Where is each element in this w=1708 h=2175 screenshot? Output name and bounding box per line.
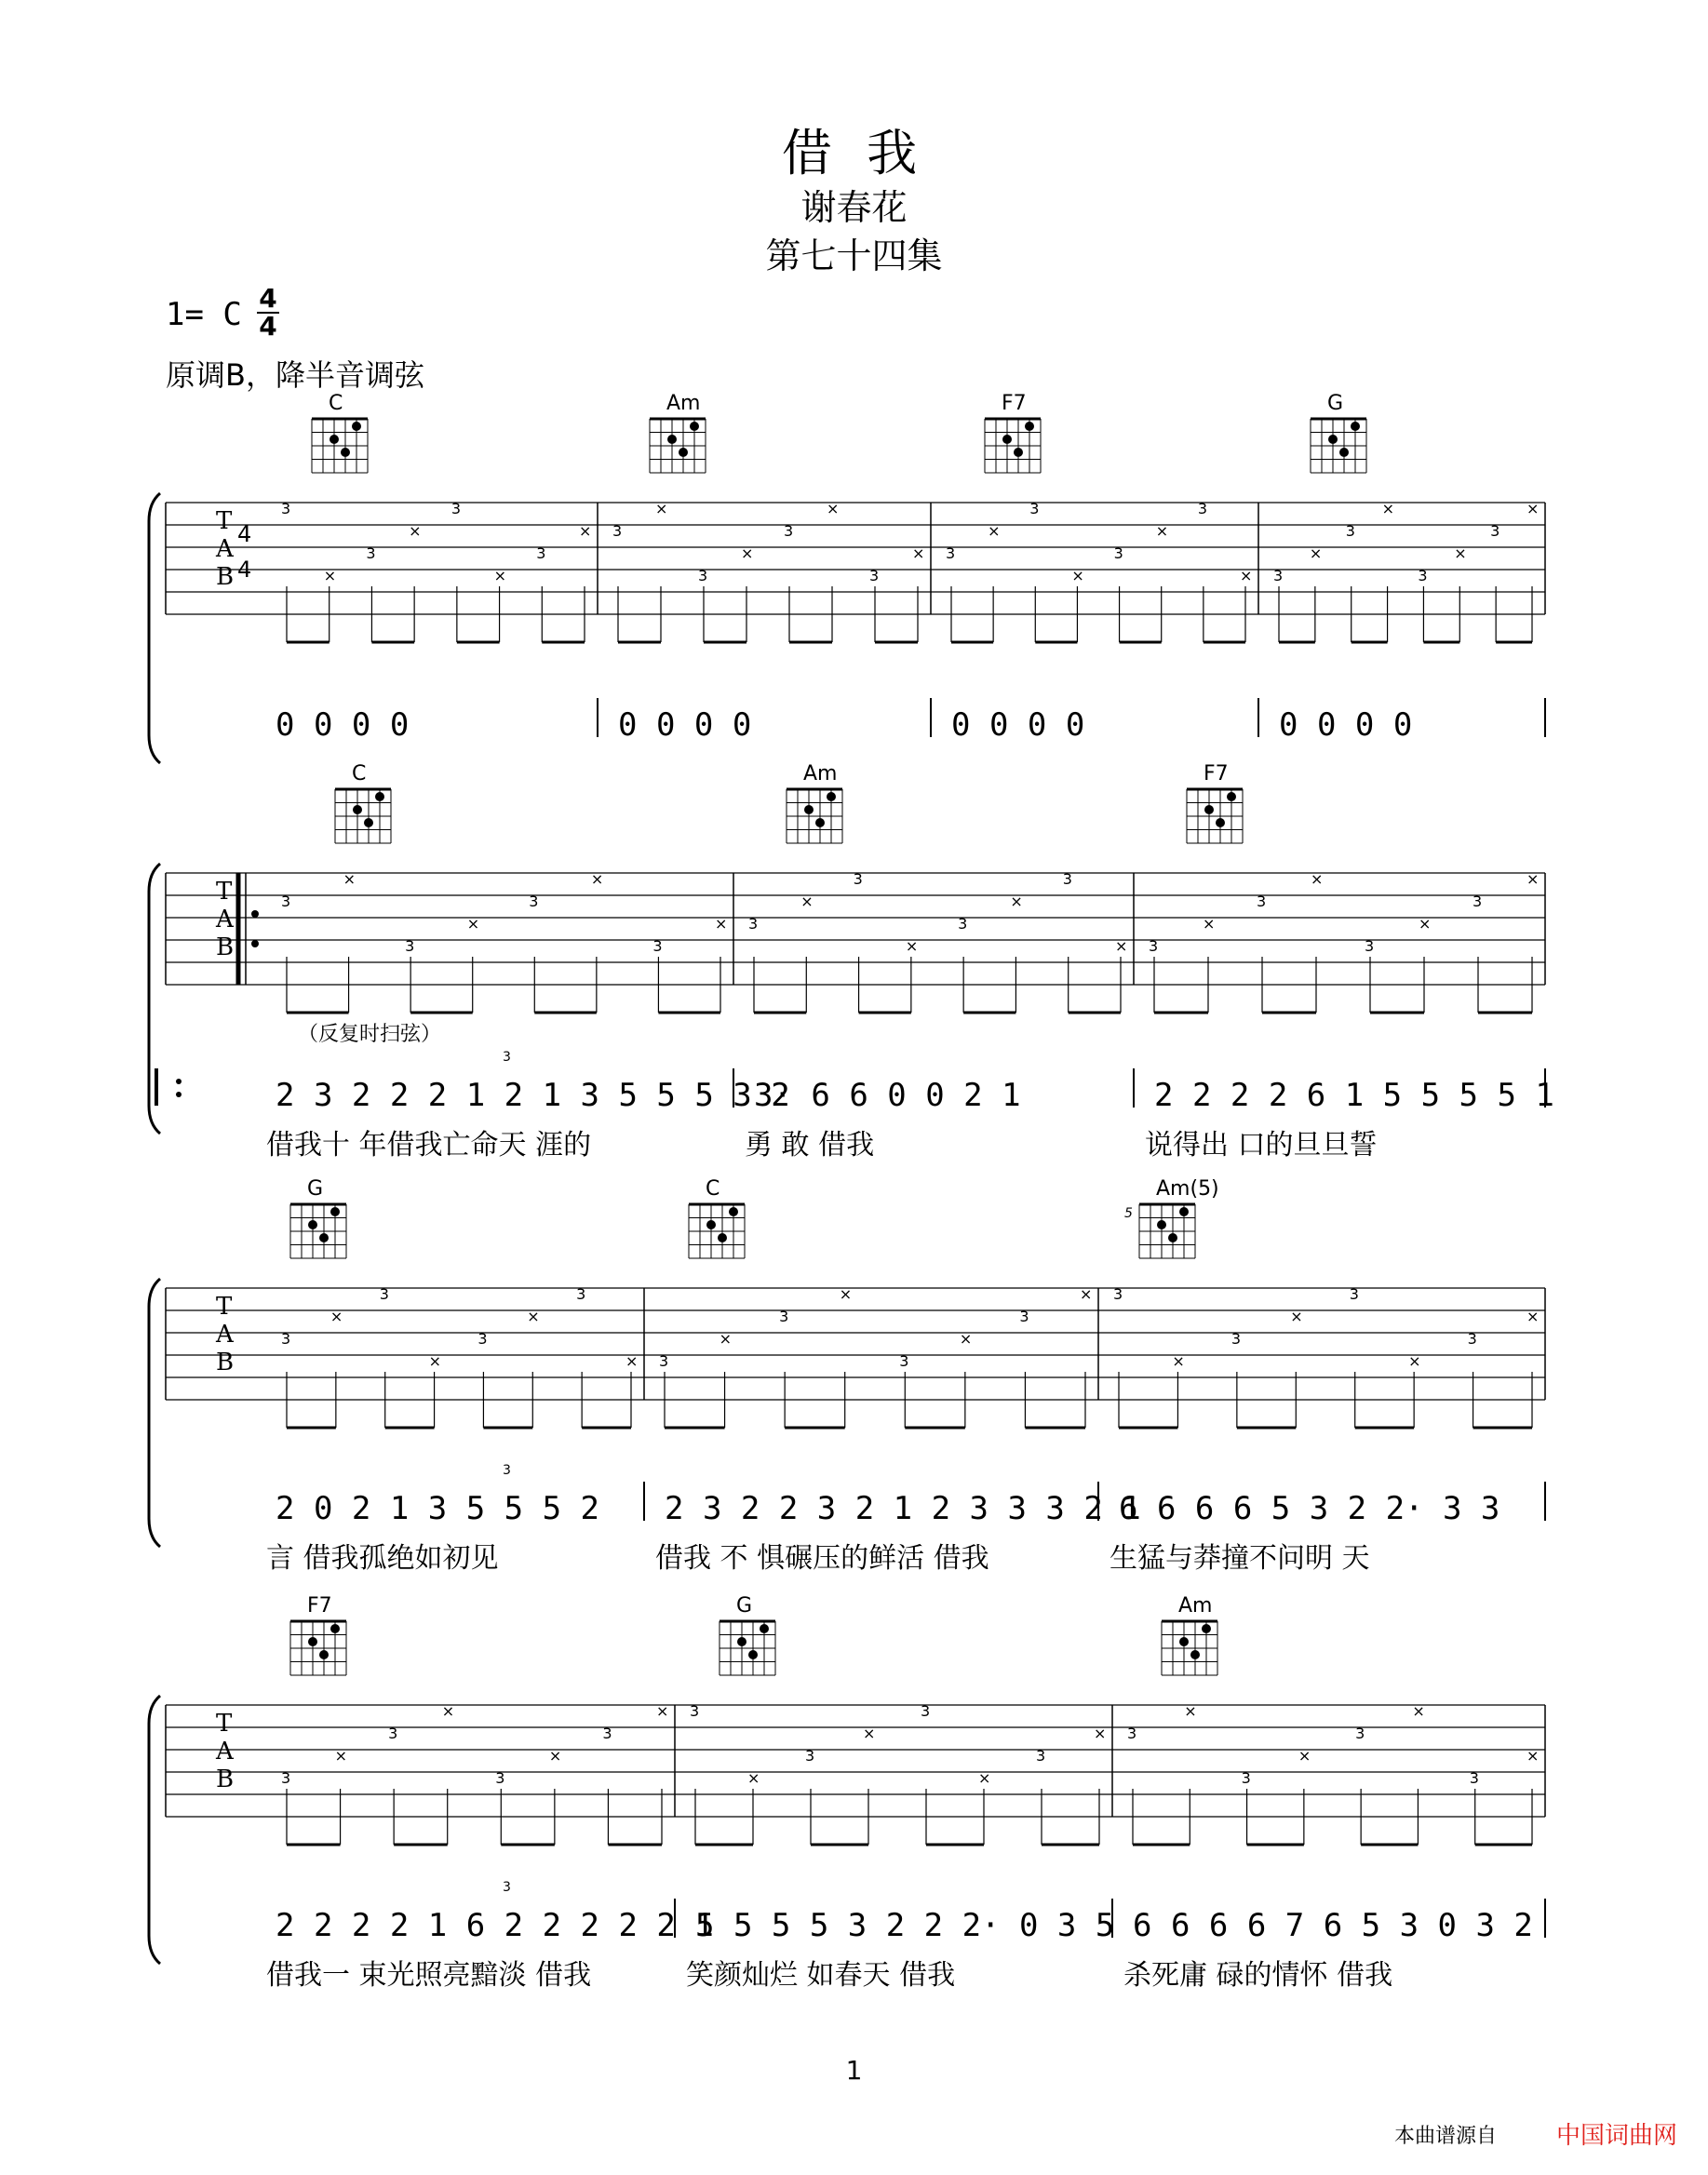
chord-name: C [329, 392, 343, 415]
lyric-line: 杀死庸 碌的情怀 借我 [1123, 1959, 1393, 1992]
tab-clef-letter: B [216, 933, 235, 961]
tab-fret-number: 3 [529, 893, 539, 910]
repeat-start-dot [176, 1092, 182, 1097]
tab-fret-number: 3 [612, 522, 623, 540]
tab-fret-number: × [655, 500, 668, 517]
tab-fret-number: 3 [1473, 893, 1483, 910]
tab-fret-number: × [329, 1308, 343, 1325]
tab-fret-number: × [741, 544, 754, 562]
tab-fret-number: × [527, 1308, 540, 1325]
tab-fret-number: × [656, 1702, 669, 1720]
chord-finger-dot [1179, 1637, 1189, 1646]
tab-fret-number: 3 [1469, 1769, 1479, 1787]
tab-clef-letter: T [216, 1293, 233, 1321]
tab-fret-number: × [1408, 1352, 1421, 1370]
chord-finger-dot [748, 1650, 758, 1659]
chord-name: Am [803, 762, 838, 785]
tab-fret-number: 3 [1019, 1308, 1029, 1325]
tab-fret-number: × [1184, 1702, 1197, 1720]
chord-finger-dot [815, 818, 825, 827]
tab-fret-number: × [1454, 544, 1467, 562]
tab-fret-number: 3 [1490, 522, 1500, 540]
tab-fret-number: × [988, 522, 1001, 540]
tab-fret-number: × [1311, 870, 1324, 888]
lyric-line: 说得出 口的旦旦誓 [1145, 1129, 1378, 1161]
tab-fret-number: × [441, 1702, 455, 1720]
jianpu-notation: 2 0 2 1 3 5 5 5 2 [276, 1490, 599, 1527]
chord-finger-dot [1216, 818, 1225, 827]
tab-fret-number: 3 [1127, 1725, 1137, 1742]
tab-fret-number: × [548, 1747, 562, 1765]
footer-site-logo: 中国词曲网 [1556, 2122, 1678, 2150]
chord-name: F7 [307, 1594, 332, 1618]
tab-fret-number: × [1240, 567, 1253, 584]
chord-name: Am(5) [1156, 1177, 1219, 1201]
tab-fret-number: 3 [853, 870, 863, 888]
tab-fret-number: × [715, 915, 728, 933]
chord-finger-dot [1002, 435, 1012, 444]
tab-fret-number: 3 [1036, 1747, 1046, 1765]
jianpu-notation: 5 5 5 5 3 2 2 2· 0 3 5 [695, 1907, 1115, 1944]
triplet-mark: 3 [503, 1880, 511, 1895]
tab-fret-number: 3 [1113, 1285, 1123, 1303]
episode-label: 第七十四集 [765, 235, 943, 276]
repeat-dot [251, 910, 259, 918]
page-number: 1 [845, 2055, 863, 2086]
triplet-mark: 3 [503, 1050, 511, 1065]
tab-fret-number: 3 [405, 937, 415, 955]
chord-finger-dot [330, 1624, 340, 1633]
chord-name: C [706, 1177, 720, 1201]
tab-fret-number: 3 [1197, 500, 1208, 517]
system-bracket [149, 493, 160, 763]
tab-clef-letter: A [216, 906, 234, 933]
lyric-line: 借我十 年借我亡命天 涯的 [266, 1129, 592, 1161]
tuning-note: 原调B，降半音调弦 [166, 357, 424, 393]
chord-name: F7 [1002, 392, 1027, 415]
tab-fret-number: × [1071, 567, 1084, 584]
tab-fret-number: × [1381, 500, 1394, 517]
tab-fret-number: 3 [281, 1769, 291, 1787]
tab-fret-number: × [579, 522, 592, 540]
tab-clef-letter: B [216, 563, 235, 591]
tab-fret-number: 3 [366, 544, 376, 562]
footer-source-label: 本曲谱源自 [1394, 2125, 1498, 2148]
tab-fret-number: 3 [536, 544, 546, 562]
jianpu-notation: 2 2 2 2 1 6 2 2 2 2 2 1 [276, 1907, 714, 1944]
lyric-line: 生猛与莽撞不问明 天 [1110, 1542, 1370, 1575]
chord-name: Am [666, 392, 701, 415]
tab-fret-number: 3 [576, 1285, 586, 1303]
tab-fret-number: 3 [1365, 937, 1375, 955]
tab-fret-number: 3 [281, 500, 291, 517]
repeat-start-dot [176, 1079, 182, 1084]
tab-fret-number: 3 [1349, 1285, 1359, 1303]
tab-fret-number: 3 [1355, 1725, 1365, 1742]
time-signature-top: 4 [259, 283, 277, 314]
tab-fret-number: 3 [869, 567, 880, 584]
tab-clef-letter: A [216, 535, 234, 563]
tab-fret-number: × [1419, 915, 1432, 933]
tab-fret-number: 3 [748, 915, 759, 933]
tab-fret-number: 3 [958, 915, 968, 933]
chord-finger-dot [729, 1207, 738, 1216]
tab-fret-number: 3 [690, 1702, 700, 1720]
tab-fret-number: 3 [281, 1330, 291, 1348]
tab-fret-number: × [409, 522, 422, 540]
tab-fret-number: × [1309, 544, 1323, 562]
chord-finger-dot [1227, 792, 1236, 801]
tab-fret-number: × [1298, 1747, 1311, 1765]
chord-finger-dot [690, 422, 699, 431]
chord-finger-dot [375, 792, 384, 801]
lyric-line: 勇 敢 借我 [745, 1129, 875, 1161]
chord-name: G [736, 1594, 753, 1618]
tab-fret-number: × [466, 915, 480, 933]
tab-fret-number: 3 [1113, 544, 1123, 562]
jianpu-notation: 6 6 6 6 5 3 2 2· 3 3 [1119, 1490, 1500, 1527]
chord-finger-dot [760, 1624, 769, 1633]
tab-fret-number: × [1526, 1308, 1540, 1325]
tab-fret-number: 3 [899, 1352, 909, 1370]
chord-finger-dot [319, 1650, 329, 1659]
tab-clef-letter: A [216, 1738, 234, 1766]
tab-fret-number: 3 [652, 937, 663, 955]
chord-finger-dot [718, 1233, 727, 1242]
tab-fret-number: × [959, 1330, 973, 1348]
chord-finger-dot [329, 435, 339, 444]
song-title: 借 我 [781, 124, 927, 182]
lyric-line: 借我 不 惧碾压的鲜活 借我 [655, 1542, 989, 1575]
tab-fret-number: × [747, 1769, 760, 1787]
tab-fret-number: × [1094, 1725, 1107, 1742]
tab-fret-number: × [1412, 1702, 1425, 1720]
lyric-line: 言 借我孤绝如初见 [266, 1542, 499, 1575]
tab-fret-number: × [719, 1330, 732, 1348]
tab-fret-number: × [1526, 500, 1540, 517]
tab-clef-letter: T [216, 878, 233, 906]
tab-fret-number: × [1080, 1285, 1093, 1303]
chord-finger-dot [364, 818, 373, 827]
triplet-mark: 3 [503, 1463, 511, 1478]
chord-finger-dot [1204, 805, 1214, 814]
tab-fret-number: 3 [379, 1285, 389, 1303]
chord-name: G [1327, 392, 1344, 415]
tab-time-bottom: 4 [237, 557, 252, 583]
chord-finger-dot [1351, 422, 1360, 431]
tab-fret-number: × [1155, 522, 1169, 540]
tab-fret-number: × [978, 1769, 991, 1787]
tab-fret-number: 3 [1257, 893, 1267, 910]
tab-fret-number: × [839, 1285, 853, 1303]
tab-clef-letter: A [216, 1321, 234, 1349]
chord-finger-dot [667, 435, 677, 444]
chord-finger-dot [827, 792, 836, 801]
tab-fret-number: × [493, 567, 506, 584]
chord-name: F7 [1204, 762, 1229, 785]
tab-fret-number: × [1115, 937, 1128, 955]
chord-finger-dot [308, 1637, 317, 1646]
chord-finger-dot [706, 1220, 716, 1229]
chord-finger-dot [1179, 1207, 1189, 1216]
tab-fret-number: 3 [281, 893, 291, 910]
tab-fret-number: × [343, 870, 356, 888]
tab-fret-number: × [334, 1747, 347, 1765]
lyric-line: 笑颜灿烂 如春天 借我 [686, 1959, 956, 1992]
tab-fret-number: 3 [698, 567, 708, 584]
artist-name: 谢春花 [800, 187, 908, 228]
tab-fret-number: × [905, 937, 919, 955]
jianpu-notation: 2 3 2 2 3 2 1 2 3 3 3 2 1 [665, 1490, 1141, 1527]
time-signature-bottom: 4 [259, 311, 277, 342]
tab-fret-number: 3 [921, 1702, 931, 1720]
tab-fret-number: 3 [1273, 567, 1284, 584]
chord-finger-dot [319, 1233, 329, 1242]
tab-fret-number: × [1526, 1747, 1540, 1765]
tab-clef-letter: B [216, 1766, 235, 1793]
key-signature: 1= C [166, 296, 242, 333]
tab-fret-number: × [912, 544, 925, 562]
jianpu-notation: 2 3 2 2 2 1 2 1 3 5 5 5 3 2 [276, 1077, 790, 1114]
tab-fret-number: × [1010, 893, 1023, 910]
repeat-dot [251, 940, 259, 947]
tab-fret-number: 3 [1149, 937, 1159, 955]
tab-time-top: 4 [237, 521, 252, 547]
chord-finger-dot [353, 805, 362, 814]
tab-fret-number: 3 [805, 1747, 815, 1765]
jianpu-notation: 3· 6 6 0 0 2 1 [754, 1077, 1021, 1114]
chord-finger-dot [330, 1207, 340, 1216]
jianpu-notation: 0 0 0 0 [276, 706, 410, 744]
tab-clef-letter: T [216, 1710, 233, 1738]
chord-finger-dot [341, 448, 350, 457]
tab-fret-number: 3 [1345, 522, 1355, 540]
tab-fret-number: 3 [477, 1330, 488, 1348]
chord-finger-dot [1025, 422, 1034, 431]
tab-fret-number: 3 [659, 1352, 669, 1370]
chord-finger-dot [1168, 1233, 1177, 1242]
chord-finger-dot [1190, 1650, 1200, 1659]
tab-fret-number: 3 [946, 544, 956, 562]
chord-finger-dot [1339, 448, 1349, 457]
tab-fret-number: 3 [1062, 870, 1072, 888]
chord-finger-dot [679, 448, 688, 457]
chord-finger-dot [1202, 1624, 1211, 1633]
chord-finger-dot [1328, 435, 1338, 444]
tab-fret-number: 3 [1029, 500, 1040, 517]
chord-finger-dot [1014, 448, 1023, 457]
jianpu-notation: 2 2 2 2 6 1 5 5 5 5 1 [1154, 1077, 1554, 1114]
jianpu-notation: 0 0 0 0 [951, 706, 1085, 744]
tab-fret-number: 3 [779, 1308, 789, 1325]
tab-fret-number: 3 [388, 1725, 398, 1742]
tab-fret-number: × [800, 893, 814, 910]
tab-fret-number: × [827, 500, 840, 517]
tab-clef-letter: B [216, 1349, 235, 1376]
chord-finger-dot [352, 422, 361, 431]
tab-fret-number: 3 [451, 500, 462, 517]
tab-fret-number: × [428, 1352, 441, 1370]
chord-name: Am [1178, 1594, 1213, 1618]
jianpu-notation: 6 6 6 6 7 6 5 3 0 3 2 [1133, 1907, 1533, 1944]
tab-fret-number: × [625, 1352, 639, 1370]
tab-fret-number: × [323, 567, 337, 584]
tab-fret-number: 3 [602, 1725, 612, 1742]
tab-fret-number: 3 [1467, 1330, 1477, 1348]
tab-fret-number: × [863, 1725, 876, 1742]
chord-finger-dot [737, 1637, 746, 1646]
system-bracket [149, 1696, 160, 1964]
jianpu-notation: 0 0 0 0 [618, 706, 752, 744]
chord-name: C [352, 762, 367, 785]
tab-fret-number: 3 [1418, 567, 1428, 584]
chord-name: G [307, 1177, 324, 1201]
lyric-line: 借我一 束光照亮黯淡 借我 [266, 1959, 592, 1992]
tab-fret-number: × [1526, 870, 1540, 888]
chord-finger-dot [308, 1220, 317, 1229]
tab-fret-number: × [1290, 1308, 1303, 1325]
strum-note: （反复时扫弦） [298, 1023, 442, 1046]
chord-finger-dot [804, 805, 814, 814]
chord-fret-marker: 5 [1124, 1206, 1133, 1221]
tab-fret-number: × [1203, 915, 1216, 933]
jianpu-notation: 0 0 0 0 [1279, 706, 1413, 744]
tab-clef-letter: T [216, 507, 233, 535]
tab-fret-number: × [590, 870, 604, 888]
tab-fret-number: × [1172, 1352, 1185, 1370]
system-bracket [149, 1279, 160, 1547]
tab-fret-number: 3 [495, 1769, 505, 1787]
tab-fret-number: 3 [1241, 1769, 1251, 1787]
chord-finger-dot [1157, 1220, 1166, 1229]
tab-fret-number: 3 [784, 522, 794, 540]
tab-fret-number: 3 [1231, 1330, 1242, 1348]
